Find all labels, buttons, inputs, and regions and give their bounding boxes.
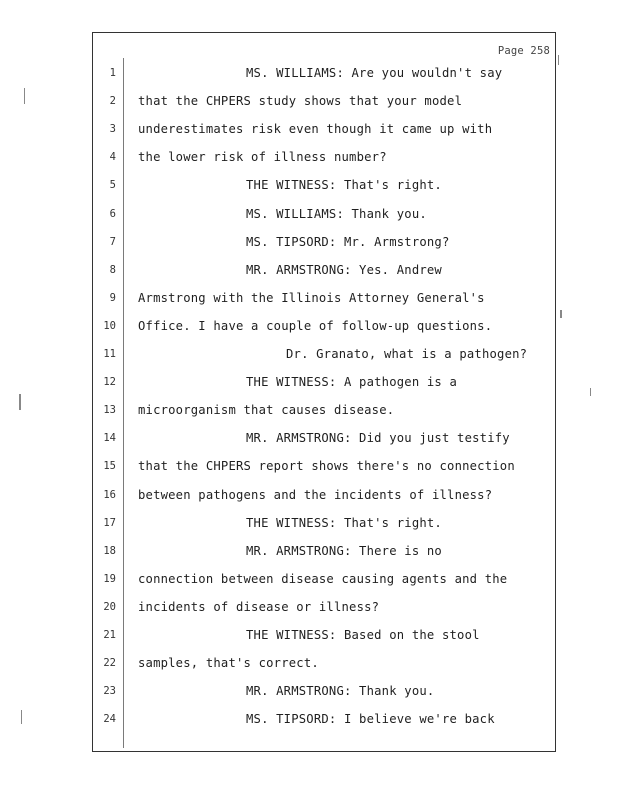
transcript-line	[0, 656, 618, 680]
transcript-line	[0, 488, 618, 512]
transcript-line	[0, 235, 618, 259]
line-number: 20	[103, 600, 116, 613]
line-number: 2	[109, 95, 116, 108]
line-number: 19	[103, 572, 116, 585]
line-text: MS. WILLIAMS: Are you wouldn't say	[246, 66, 503, 80]
line-text: THE WITNESS: A pathogen is a	[246, 375, 458, 390]
transcript-line	[0, 263, 618, 287]
transcript-line	[0, 403, 618, 427]
line-number: 24	[103, 713, 116, 726]
scan-artifact-mark	[560, 310, 562, 318]
line-number: 8	[109, 263, 116, 276]
line-text: MS. TIPSORD: I believe we're back	[246, 712, 495, 727]
line-number: 21	[103, 629, 116, 641]
transcript-line	[0, 572, 618, 596]
line-number: 7	[109, 235, 116, 248]
line-text: MR. ARMSTRONG: There is no	[246, 543, 442, 558]
line-number: 3	[109, 123, 116, 136]
line-text: microorganism that causes disease.	[138, 403, 395, 418]
line-text: THE WITNESS: Based on the stool	[246, 628, 480, 642]
line-text: MR. ARMSTRONG: Did you just testify	[246, 431, 510, 446]
line-text: connection between disease causing agents and the	[138, 571, 508, 586]
line-number: 16	[103, 488, 116, 501]
line-number: 10	[103, 319, 116, 332]
scan-artifact-mark	[21, 710, 22, 724]
line-text: that the CHPERS study shows that your model	[138, 94, 463, 109]
line-text: that the CHPERS report shows there's no connection	[138, 459, 515, 474]
line-number: 18	[103, 544, 116, 557]
line-text: the lower risk of illness number?	[138, 150, 387, 165]
line-number: 13	[103, 404, 116, 417]
transcript-line	[0, 94, 618, 118]
transcript-line	[0, 122, 618, 146]
line-number: 9	[109, 291, 116, 304]
transcript-line	[0, 459, 618, 483]
line-text: THE WITNESS: That's right.	[246, 515, 442, 530]
line-number: 5	[109, 179, 116, 192]
line-text: Office. I have a couple of follow-up questions.	[138, 318, 493, 333]
transcript-line	[0, 66, 618, 90]
line-number: 12	[103, 376, 116, 389]
transcript-line	[0, 150, 618, 174]
scan-artifact-mark	[558, 55, 559, 65]
transcript-line	[0, 207, 618, 231]
line-text: incidents of disease or illness?	[138, 599, 380, 614]
transcript-line	[0, 347, 618, 371]
scan-artifact-mark	[19, 394, 21, 410]
line-number: 17	[103, 516, 116, 529]
scan-artifact-mark	[590, 388, 591, 396]
transcript-line	[0, 431, 618, 455]
transcript-line	[0, 319, 618, 343]
transcript-line	[0, 600, 618, 624]
line-text: underestimates risk even though it came up with	[138, 122, 493, 137]
transcript-line	[0, 684, 618, 708]
line-text: between pathogens and the incidents of illness?	[138, 487, 493, 502]
transcript-line	[0, 291, 618, 315]
page-number-label: Page 258	[497, 45, 550, 57]
line-text: Dr. Granato, what is a pathogen?	[286, 347, 528, 361]
transcript-line	[0, 544, 618, 568]
line-number: 23	[103, 685, 116, 698]
line-text: MR. ARMSTRONG: Thank you.	[246, 684, 435, 699]
transcript-line	[0, 516, 618, 540]
transcript-line	[0, 628, 618, 652]
line-number: 15	[103, 460, 116, 473]
line-number: 4	[109, 151, 116, 164]
transcript-line	[0, 712, 618, 736]
line-number: 11	[103, 348, 116, 360]
scan-artifact-mark	[24, 88, 25, 104]
line-text: MR. ARMSTRONG: Yes. Andrew	[246, 262, 442, 277]
line-number: 22	[103, 657, 116, 670]
line-text: THE WITNESS: That's right.	[246, 178, 442, 193]
transcript-line	[0, 375, 618, 399]
line-text: MS. WILLIAMS: Thank you.	[246, 206, 427, 221]
line-text: samples, that's correct.	[138, 656, 319, 671]
line-number: 6	[109, 207, 116, 220]
line-number: 14	[103, 432, 116, 445]
line-text: MS. TIPSORD: Mr. Armstrong?	[246, 234, 450, 249]
line-number: 1	[109, 67, 116, 79]
transcript-line	[0, 178, 618, 202]
line-text: Armstrong with the Illinois Attorney General's	[138, 290, 485, 305]
